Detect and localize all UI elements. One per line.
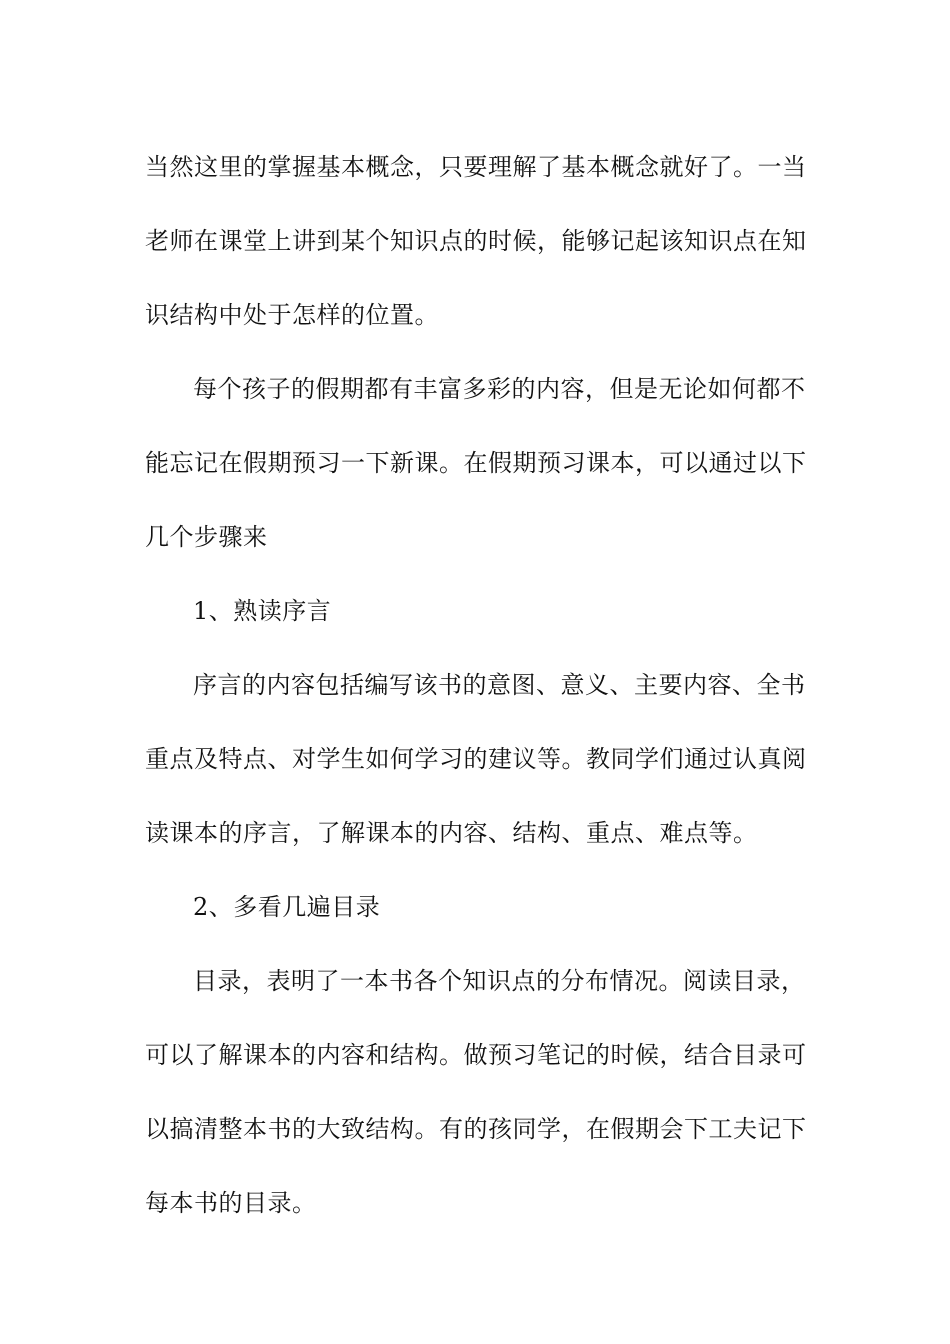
text-line: 目录，表明了一本书各个知识点的分布情况。阅读目录，: [193, 967, 806, 995]
text-line: 重点及特点、对学生如何学习的建议等。教同学们通过认真阅: [145, 745, 807, 773]
text-line: 几个步骤来: [145, 523, 268, 551]
text-line: 老师在课堂上讲到某个知识点的时候，能够记起该知识点在知: [145, 227, 807, 255]
text-line: 可以了解课本的内容和结构。做预习笔记的时候，结合目录可: [145, 1041, 807, 1069]
text-line: 每本书的目录。: [145, 1189, 317, 1217]
text-line: 每个孩子的假期都有丰富多彩的内容，但是无论如何都不: [193, 375, 806, 403]
text-line: 识结构中处于怎样的位置。: [145, 301, 439, 329]
text-line: 以搞清整本书的大致结构。有的孩同学，在假期会下工夫记下: [145, 1115, 807, 1143]
document-body: [145, 130, 805, 1240]
section-heading: 1、熟读序言: [193, 597, 332, 625]
text-line: 能忘记在假期预习一下新课。在假期预习课本，可以通过以下: [145, 449, 807, 477]
text-line: 读课本的序言，了解课本的内容、结构、重点、难点等。: [145, 819, 758, 847]
text-line: 当然这里的掌握基本概念，只要理解了基本概念就好了。一当: [145, 153, 807, 181]
section-heading: 2、多看几遍目录: [193, 893, 381, 921]
text-line: 序言的内容包括编写该书的意图、意义、主要内容、全书: [193, 671, 806, 699]
